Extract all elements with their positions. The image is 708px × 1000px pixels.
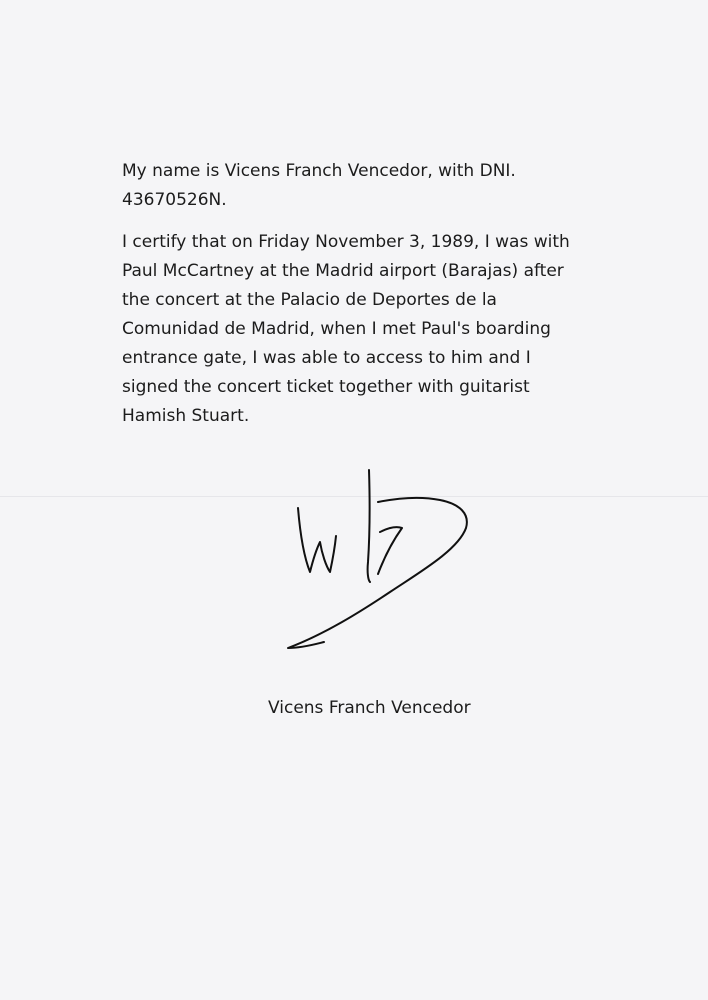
signer-name: Vicens Franch Vencedor (268, 698, 471, 718)
signature-stroke-stem (368, 470, 370, 582)
handwritten-signature (280, 462, 490, 662)
signature-stroke-inner (378, 527, 402, 574)
signature-stroke-w (298, 508, 336, 572)
identity-paragraph: My name is Vicens Franch Vencedor, with DNI. 43670526N. (122, 161, 516, 210)
certification-paragraph: I certify that on Friday November 3, 1989, I was with Paul McCartney at the Madrid airport (Barajas) after the concert at the Palacio de Deportes de la Comunidad de Madrid, when I met Paul's boarding entrance gate, I was able to access to him and I signed the concert ticket together with guitarist Hamish Stuart. (122, 232, 570, 426)
